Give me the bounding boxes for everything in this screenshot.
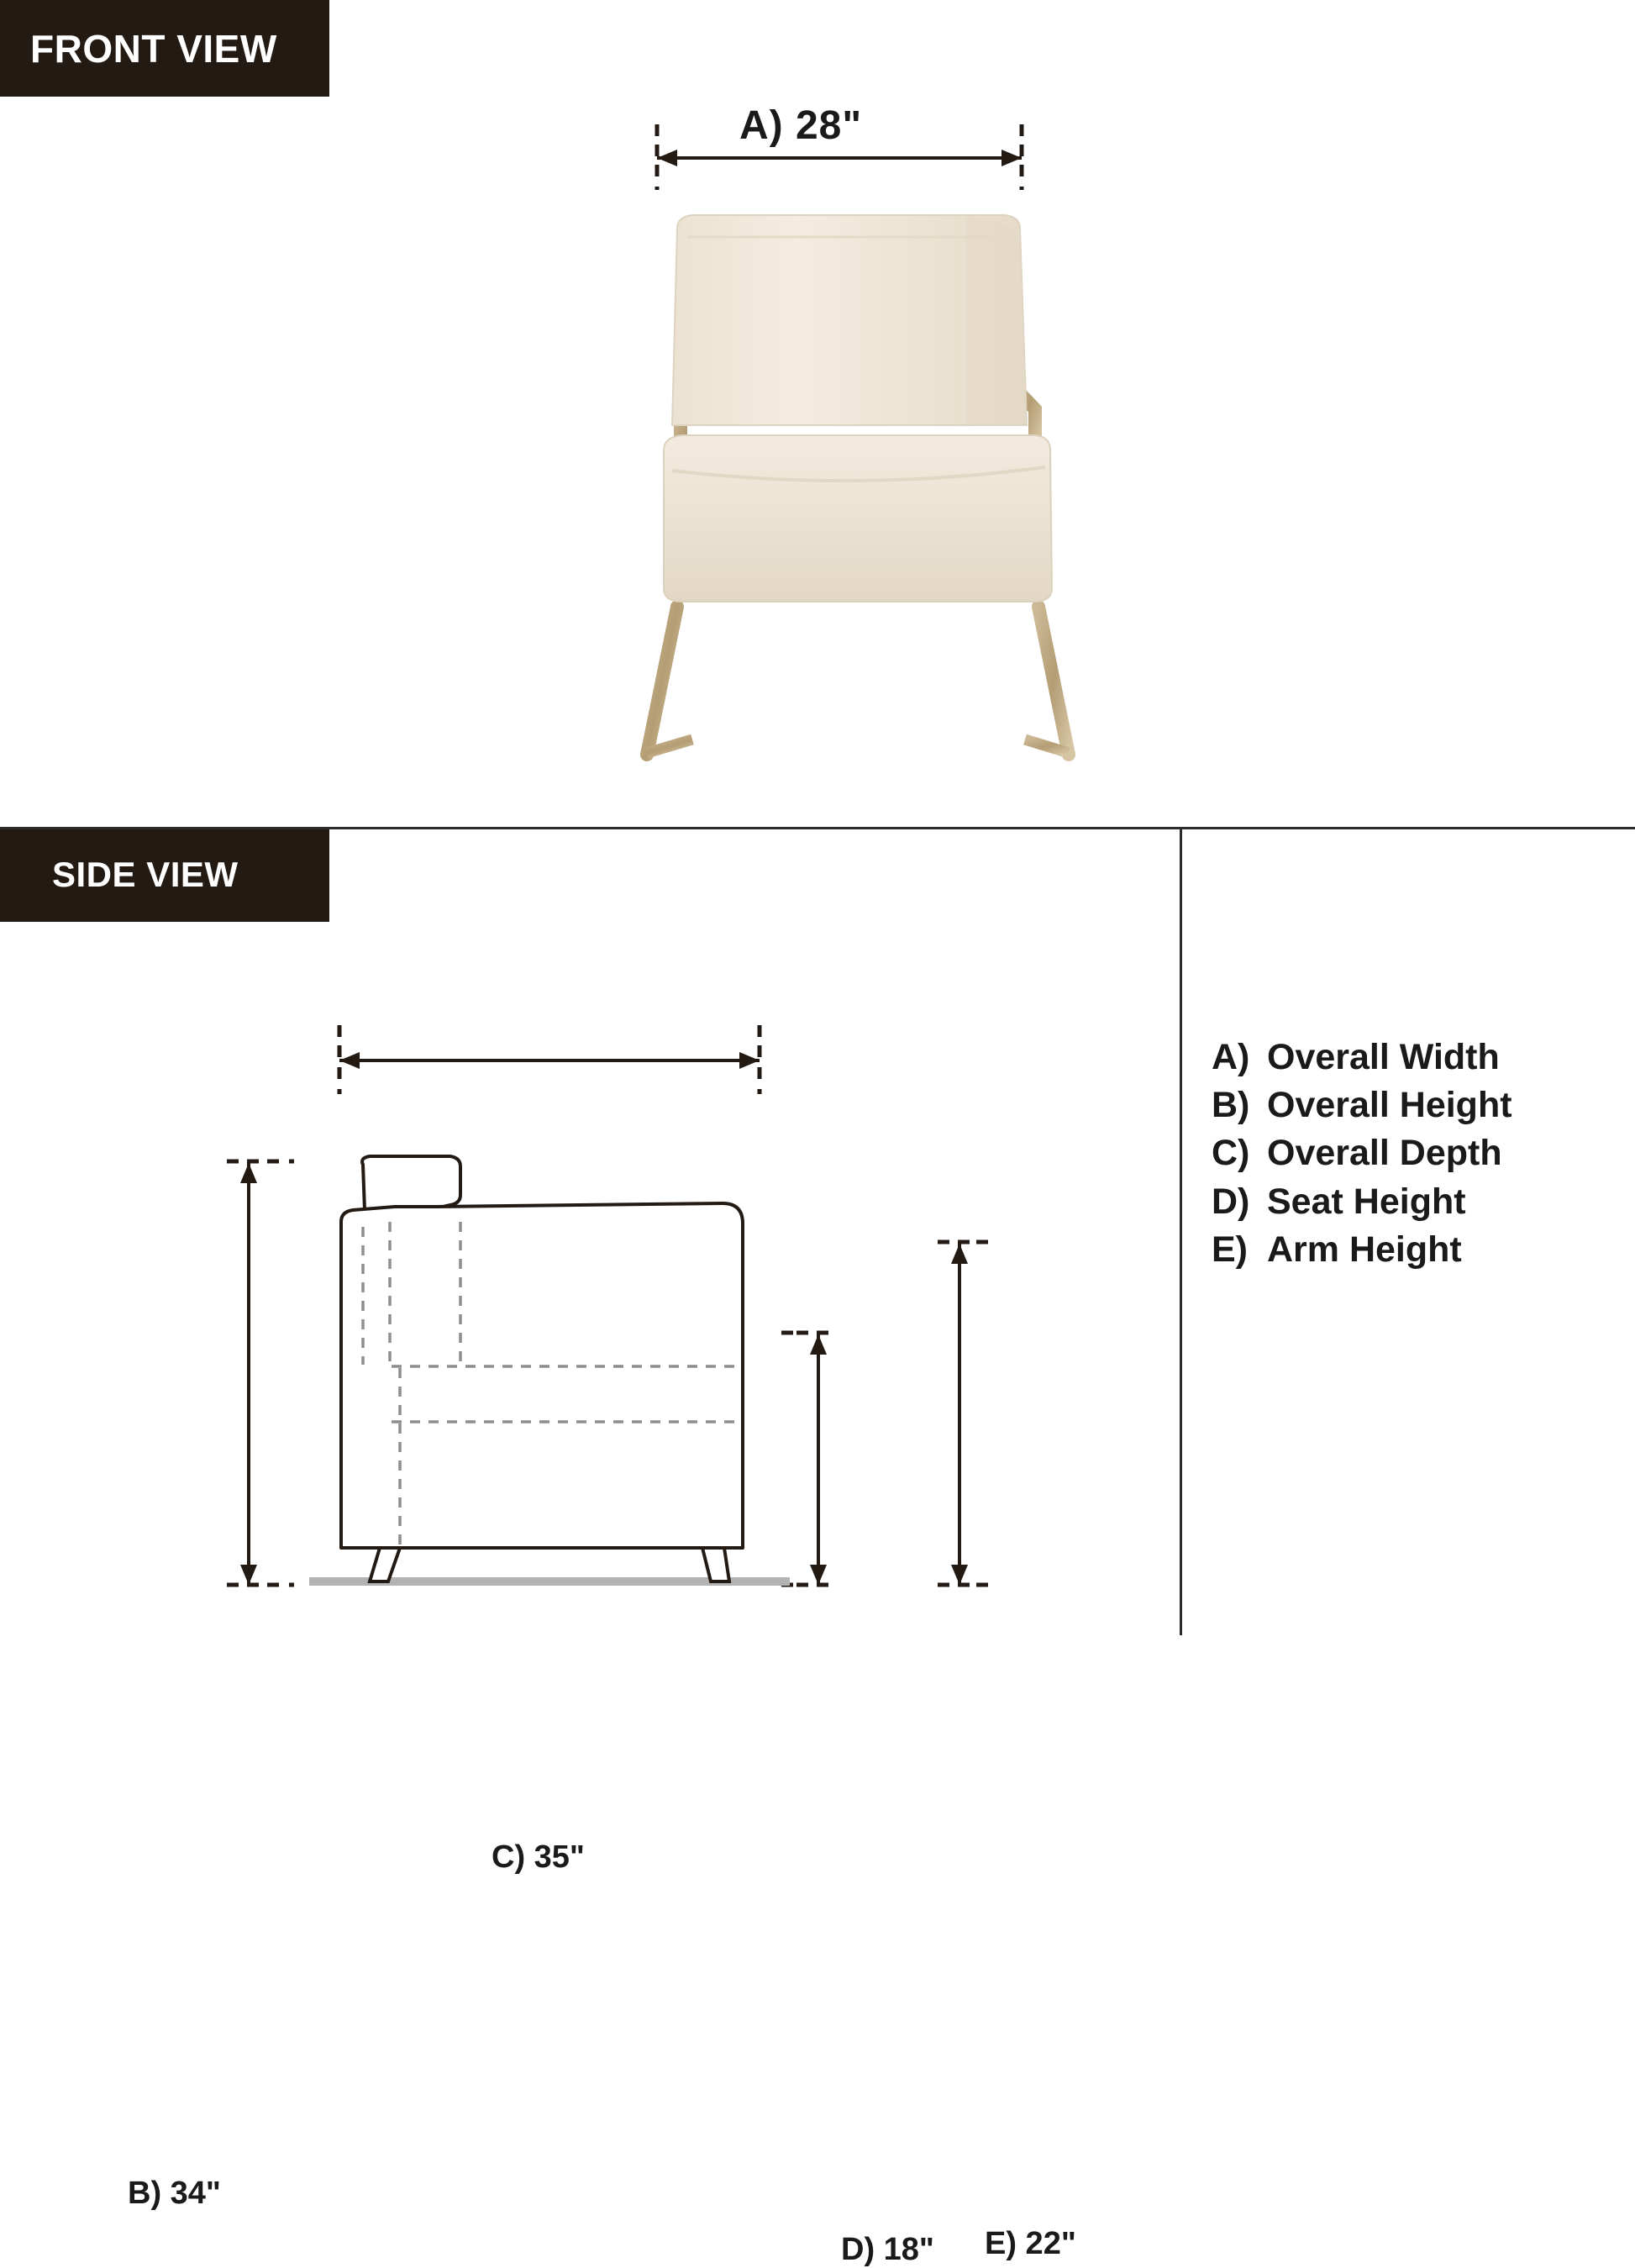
legend-text-e: Arm Height: [1267, 1229, 1462, 1270]
legend-key-a: A): [1212, 1037, 1250, 1077]
chair-side-legs: [370, 1548, 729, 1581]
depth-dimension-line: [339, 1025, 760, 1094]
vertical-divider: [1180, 827, 1182, 1635]
side-view-illustration: [0, 827, 1180, 1635]
front-view-dimension-label: A) 28": [739, 103, 863, 148]
arm-height-dimension-line: [938, 1242, 988, 1585]
chair-side-outline: [341, 1156, 743, 1548]
side-view-panel: [0, 827, 1180, 2267]
seat-height-dimension-line: [781, 1333, 828, 1585]
legend-key-c: C): [1212, 1133, 1250, 1174]
overall-height-dimension-label: B) 34": [128, 2176, 221, 2211]
legend-key-d: D): [1212, 1181, 1250, 1222]
legend-item-a: [1212, 1034, 1598, 1081]
arm-height-dimension-label: E) 22": [985, 2226, 1076, 2261]
legend-text-b: Overall Height: [1267, 1085, 1512, 1126]
front-view-panel: [0, 0, 1635, 827]
front-view-label: FRONT VIEW: [0, 0, 329, 97]
legend-item-b: [1212, 1081, 1598, 1129]
legend-key-e: E): [1212, 1229, 1248, 1270]
dimension-legend: [1212, 1034, 1598, 1274]
overall-height-dimension-line: [227, 1161, 294, 1585]
chair-seat-cushion: [664, 435, 1052, 602]
legend-key-b: B): [1212, 1085, 1250, 1126]
legend-item-e: [1212, 1226, 1598, 1274]
legend-item-c: [1212, 1129, 1598, 1177]
legend-text-c: Overall Depth: [1267, 1133, 1502, 1174]
horizontal-divider: [0, 827, 1635, 829]
legend-item-d: [1212, 1178, 1598, 1226]
depth-dimension-label: C) 35": [492, 1839, 585, 1875]
legend-text-a: Overall Width: [1267, 1037, 1500, 1077]
side-view-label: SIDE VIEW: [0, 828, 329, 922]
legend-text-d: Seat Height: [1267, 1181, 1466, 1222]
seat-height-dimension-label: D) 18": [841, 2232, 934, 2267]
